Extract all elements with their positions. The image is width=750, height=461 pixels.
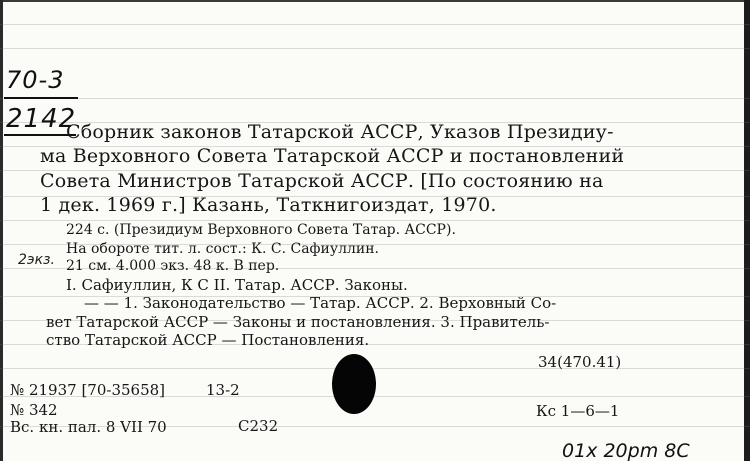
copies-mark: 2экз.	[18, 252, 55, 268]
ruling-line	[0, 24, 750, 25]
punch-hole	[332, 354, 376, 414]
ruling-line	[0, 98, 750, 99]
card-right-edge	[744, 0, 750, 461]
print-info: Вс. кн. пал. 8 VII 70	[10, 418, 167, 436]
record-code: 13-2	[206, 381, 240, 399]
title-line-1: Сборник законов Татарской АССР, Указов Президиу-	[66, 121, 614, 143]
print-code: С232	[238, 417, 279, 435]
call-number-2: 2142	[6, 104, 77, 134]
call-number-1: 70-3	[6, 66, 65, 94]
ruling-line	[0, 48, 750, 49]
card-top-edge	[0, 0, 750, 2]
title-line-3: Совета Министров Татарской АССР. [По состоянию на	[40, 170, 604, 192]
description-line-1: 224 с. (Президиум Верховного Совета Татар. АССР).	[66, 222, 456, 238]
tracing-line-4: ство Татарской АССР — Постановления.	[46, 331, 370, 349]
handwritten-note: 01x 20pm 8С	[562, 440, 690, 461]
card-left-edge	[0, 0, 3, 461]
ruling-line	[0, 368, 750, 369]
title-line-4: 1 дек. 1969 г.] Казань, Таткнигоиздат, 1970.	[40, 194, 497, 216]
tracing-line-2: — — 1. Законодательство — Татар. АССР. 2. Верховный Со-	[84, 294, 557, 312]
classification-index: 34(470.41)	[538, 353, 622, 371]
record-number: № 21937 [70-35658]	[10, 381, 166, 399]
tracing-line-1: I. Сафиуллин, К С II. Татар. АССР. Законы.	[66, 276, 408, 294]
kc-code: Кс 1—6—1	[536, 402, 620, 420]
description-line-3: 21 см. 4.000 экз. 48 к. В пер.	[66, 258, 280, 274]
tracing-line-3: вет Татарской АССР — Законы и постановления. 3. Правитель-	[46, 313, 550, 331]
title-line-2: ма Верховного Совета Татарской АССР и постановлений	[40, 145, 625, 167]
card-number: № 342	[10, 401, 58, 419]
ruling-line	[0, 220, 750, 221]
description-line-2: На обороте тит. л. сост.: К. С. Сафиуллин.	[66, 241, 379, 257]
call-number-underline	[4, 97, 78, 99]
